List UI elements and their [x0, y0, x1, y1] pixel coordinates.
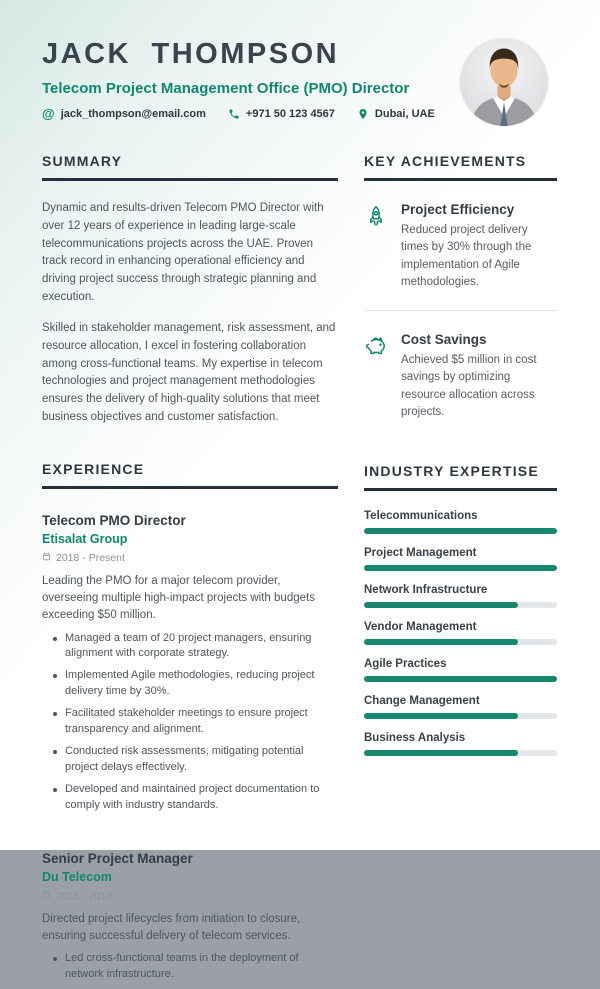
profile-photo-illustration — [460, 38, 548, 126]
content-columns — [0, 153, 600, 989]
job-entry — [42, 851, 338, 983]
experience-section — [42, 461, 338, 984]
job-bullet: Facilitated stakeholder meetings to ensure project transparency and alignment. — [42, 706, 338, 738]
candidate-job-title: Telecom Project Management Office (PMO) Director — [42, 80, 410, 97]
job-dates — [42, 890, 338, 902]
contact-phone — [228, 108, 335, 120]
job-company: Du Telecom — [42, 869, 112, 884]
skill-bar-fill — [364, 750, 518, 756]
contact-phone-text: +971 50 123 4567 — [245, 107, 335, 120]
section-divider — [364, 488, 557, 491]
skill-row — [364, 695, 557, 719]
skill-bar-fill — [364, 676, 557, 682]
skill-row — [364, 547, 557, 571]
job-bullet-list — [42, 631, 338, 814]
skill-bar — [364, 750, 557, 756]
section-divider — [364, 178, 557, 181]
skill-label: Agile Practices — [364, 658, 447, 670]
header — [0, 0, 600, 120]
achievement-title: Project Efficiency — [401, 202, 515, 217]
skill-bar-fill — [364, 602, 518, 608]
skill-bar — [364, 713, 557, 719]
avatar — [460, 38, 548, 126]
job-bullet: Managed a team of 20 project managers, ensuring alignment with corporate strategy. — [42, 631, 338, 663]
achievements-divider — [364, 310, 557, 311]
phone-icon — [228, 108, 240, 120]
achievements-heading: KEY ACHIEVEMENTS — [364, 153, 527, 169]
skills-list — [364, 510, 557, 756]
contact-location-text: Dubai, UAE — [374, 107, 435, 120]
skill-row — [364, 584, 557, 608]
skill-label: Vendor Management — [364, 621, 477, 633]
achievement-body — [401, 332, 557, 421]
rocket-icon — [364, 202, 390, 291]
skill-bar-fill — [364, 565, 557, 571]
skill-bar-fill — [364, 639, 518, 645]
job-bullet: Conducted risk assessments, mitigating potential project delays effectively. — [42, 744, 338, 776]
job-description: Directed project lifecycles from initiation to closure, ensuring successful delivery of telecom services. — [42, 912, 301, 943]
job-company: Etisalat Group — [42, 531, 128, 546]
right-column — [364, 153, 557, 989]
skill-bar-fill — [364, 528, 557, 534]
piggy-bank-icon — [364, 332, 390, 421]
calendar-icon — [42, 552, 51, 564]
job-dates — [42, 552, 338, 564]
contact-email — [42, 107, 206, 120]
at-icon: @ — [42, 106, 55, 121]
skill-row — [364, 621, 557, 645]
skill-row — [364, 510, 557, 534]
skill-bar — [364, 528, 557, 534]
skill-label: Telecommunications — [364, 510, 478, 522]
summary-paragraph: Dynamic and results-driven Telecom PMO Director with over 12 years of experience in leading large-scale telecommunications projects across the UAE. Proven track record in enhancing operational efficiency and driving project success through strategic planning and execution. — [42, 202, 324, 304]
contact-location — [357, 108, 435, 120]
job-entry — [42, 513, 338, 814]
skill-label: Network Infrastructure — [364, 584, 488, 596]
achievement-text: Reduced project delivery times by 30% through the implementation of Agile methodologies. — [401, 224, 532, 288]
summary-section — [42, 153, 338, 427]
skill-label: Change Management — [364, 695, 480, 707]
skill-bar — [364, 565, 557, 571]
job-title: Senior Project Manager — [42, 850, 193, 866]
job-title: Telecom PMO Director — [42, 512, 186, 528]
achievement-item — [364, 202, 557, 291]
skill-label: Business Analysis — [364, 732, 466, 744]
contact-email-text: jack_thompson@email.com — [60, 107, 206, 120]
summary-heading: SUMMARY — [42, 153, 123, 169]
achievement-text: Achieved $5 million in cost savings by optimizing resource allocation across projects. — [401, 354, 537, 418]
experience-heading: EXPERIENCE — [42, 460, 145, 477]
left-column — [42, 153, 338, 989]
expertise-section — [364, 463, 557, 756]
job-description: Leading the PMO for a major telecom provider, overseeing multiple high-impact projects with budgets exceeding $50 million. — [42, 574, 315, 622]
section-divider — [42, 486, 338, 489]
section-divider — [42, 178, 338, 181]
location-icon — [357, 108, 369, 120]
summary-paragraph: Skilled in stakeholder management, risk assessment, and resource allocation, I excel in fostering collaboration among cross-functional teams. My expertise in telecom technologies and project management methodologies ensures the delivery of high-quality solutions that meet business objectives and customer satisfaction. — [42, 321, 336, 423]
achievement-body — [401, 202, 557, 291]
achievement-item — [364, 332, 557, 421]
expertise-heading: INDUSTRY EXPERTISE — [364, 463, 539, 479]
job-bullet: Implemented Agile methodologies, reducing project delivery time by 30%. — [42, 668, 338, 700]
achievement-title: Cost Savings — [401, 332, 487, 347]
achievements-section — [364, 153, 557, 421]
skill-row — [364, 658, 557, 682]
skill-bar — [364, 602, 557, 608]
skill-row — [364, 732, 557, 756]
candidate-name: JACK THOMPSON — [42, 38, 340, 70]
job-bullet: Developed and maintained project documentation to comply with industry standards. — [42, 782, 338, 814]
skill-label: Project Management — [364, 547, 477, 559]
summary-text — [42, 200, 338, 427]
job-dates-text: 2015 - 2018 — [56, 889, 113, 902]
skill-bar — [364, 676, 557, 682]
skill-bar-fill — [364, 713, 518, 719]
job-bullet-list — [42, 951, 338, 983]
job-dates-text: 2018 - Present — [56, 551, 125, 564]
skill-bar — [364, 639, 557, 645]
calendar-icon — [42, 890, 51, 902]
job-bullet: Led cross-functional teams in the deployment of network infrastructure. — [42, 951, 338, 983]
